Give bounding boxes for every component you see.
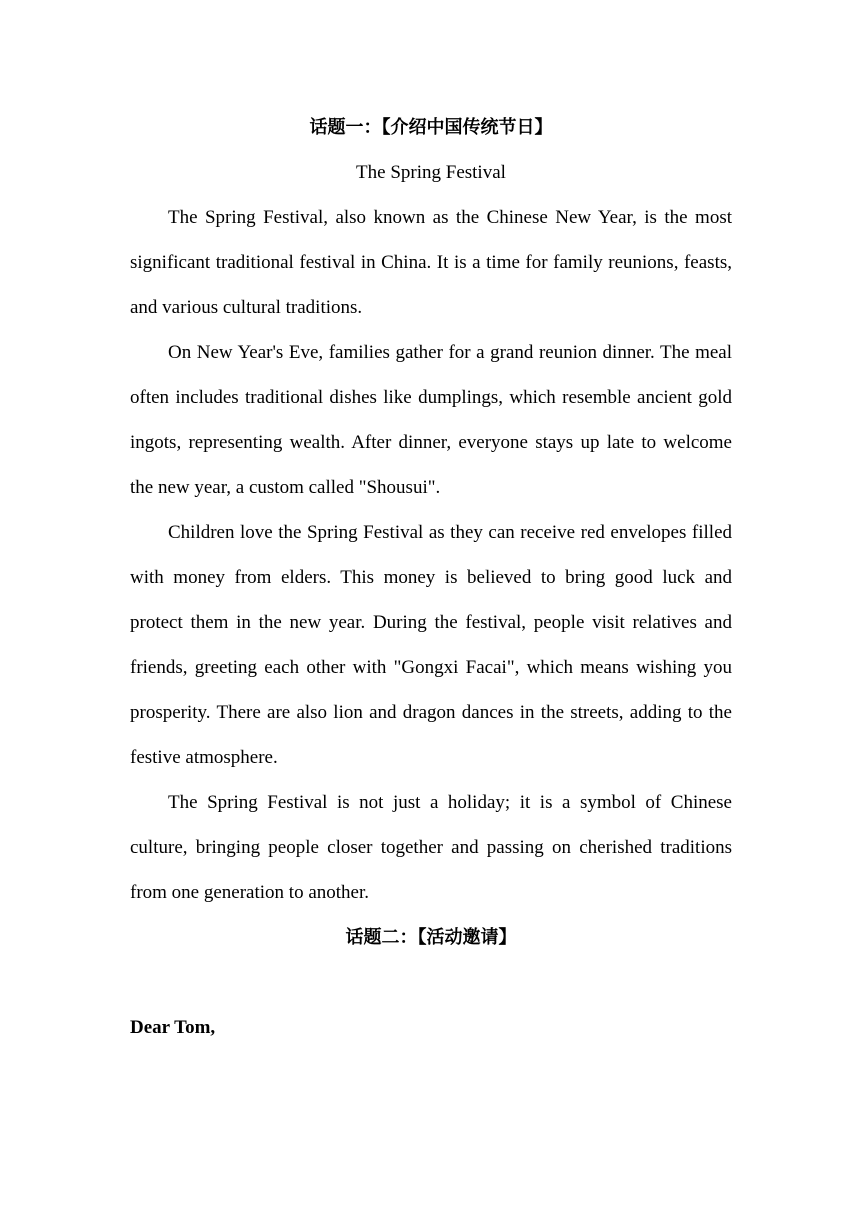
paragraph-1: The Spring Festival, also known as the Chinese New Year, is the most significant traditional festival in China. It is a time for family reunions, feasts, and various cultural traditions. xyxy=(130,207,732,318)
topic1-heading: 话题一：【介绍中国传统节日】 xyxy=(309,117,553,138)
paragraph-3: Children love the Spring Festival as they can receive red envelopes filled with money from elders. This money is believed to bring good luck and protect them in the new year. During the festival, people visit relatives and friends, greeting each other with "Gongxi Facai", which means wishing you prosperity. There are also lion and dragon dances in the streets, adding to the festive atmosphere. xyxy=(130,522,732,768)
blank-line xyxy=(130,960,732,1005)
essay-title: The Spring Festival xyxy=(356,162,506,183)
paragraph-4: The Spring Festival is not just a holiday; it is a symbol of Chinese culture, bringing people closer together and passing on cherished traditions from one generation to another. xyxy=(130,792,732,903)
document-content xyxy=(130,105,732,1050)
letter-greeting: Dear Tom, xyxy=(130,1017,216,1038)
topic2-heading: 话题二：【活动邀请】 xyxy=(345,927,517,948)
essay-body xyxy=(130,195,732,915)
paragraph-2: On New Year's Eve, families gather for a grand reunion dinner. The meal often includes traditional dishes like dumplings, which resemble ancient gold ingots, representing wealth. After dinner, everyone stays up late to welcome the new year, a custom called "Shousui". xyxy=(130,342,732,498)
